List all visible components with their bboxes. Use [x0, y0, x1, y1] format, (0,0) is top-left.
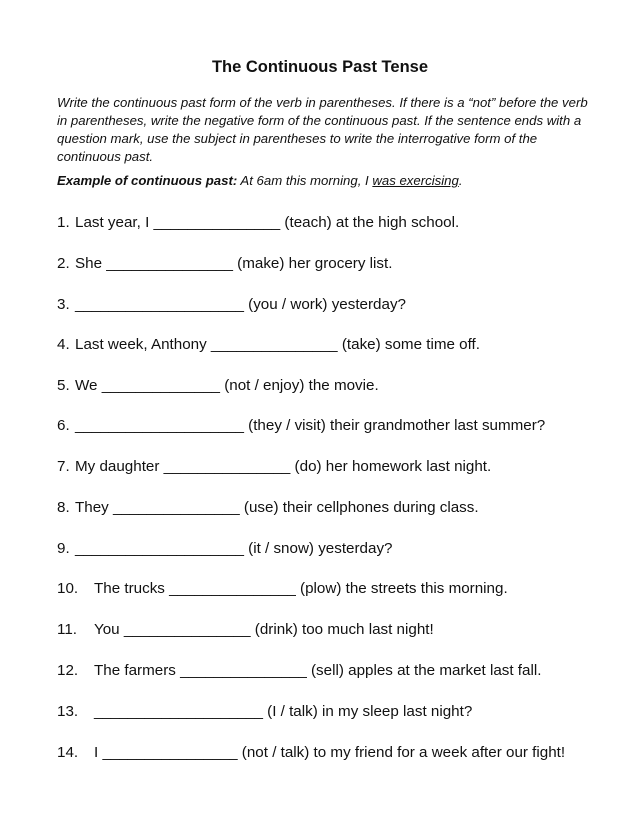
- exercise-number: 10.: [57, 580, 79, 597]
- exercise-text: ____________________ (it / snow) yesterday?: [75, 540, 393, 557]
- example-label: Example of continuous past:: [57, 173, 238, 188]
- exercise-item-1: [57, 213, 459, 233]
- example-suffix: .: [458, 173, 463, 188]
- exercise-item-5: [57, 376, 379, 396]
- exercise-number: 7.: [57, 458, 70, 475]
- exercise-number: 9.: [57, 540, 70, 557]
- exercise-number: 4.: [57, 336, 70, 353]
- exercise-text: The trucks _______________ (plow) the streets this morning.: [94, 580, 508, 597]
- exercise-item-10: [57, 579, 508, 599]
- exercise-item-9: [57, 539, 392, 559]
- exercise-text: The farmers _______________ (sell) apples at the market last fall.: [94, 662, 542, 679]
- example-answer: was exercising: [372, 173, 459, 188]
- exercise-number: 5.: [57, 377, 70, 394]
- exercise-number: 12.: [57, 662, 79, 679]
- example-prefix: At 6am this morning, I: [237, 173, 373, 188]
- exercise-item-8: [57, 498, 479, 518]
- exercise-text: Last week, Anthony _______________ (take) some time off.: [75, 336, 480, 353]
- exercise-text: We ______________ (not / enjoy) the movie.: [75, 377, 379, 394]
- exercise-item-6: [57, 416, 545, 436]
- exercise-text: She _______________ (make) her grocery list.: [75, 255, 393, 272]
- exercise-number: 13.: [57, 703, 79, 720]
- worksheet-title: The Continuous Past Tense: [211, 58, 429, 76]
- exercise-text: ____________________ (they / visit) their grandmother last summer?: [75, 417, 546, 434]
- exercise-item-14: [57, 743, 565, 763]
- exercise-item-11: [57, 620, 434, 640]
- exercise-text: You _______________ (drink) too much last night!: [94, 621, 434, 638]
- exercise-text: My daughter _______________ (do) her homework last night.: [75, 458, 492, 475]
- exercise-text: I ________________ (not / talk) to my friend for a week after our fight!: [94, 744, 566, 761]
- exercise-text: Last year, I _______________ (teach) at the high school.: [75, 214, 460, 231]
- exercise-item-2: [57, 254, 392, 274]
- exercise-item-12: [57, 661, 541, 681]
- exercise-text: They _______________ (use) their cellphones during class.: [75, 499, 479, 516]
- exercise-number: 14.: [57, 744, 79, 761]
- exercise-number: 2.: [57, 255, 70, 272]
- exercise-number: 6.: [57, 417, 70, 434]
- exercise-item-4: [57, 335, 480, 355]
- exercise-number: 3.: [57, 296, 70, 313]
- exercise-item-13: [57, 702, 472, 722]
- exercise-number: 11.: [57, 621, 77, 638]
- exercise-number: 1.: [57, 214, 70, 231]
- example-sentence: [57, 172, 597, 190]
- exercise-number: 8.: [57, 499, 70, 516]
- exercise-text: ____________________ (I / talk) in my sleep last night?: [94, 703, 473, 720]
- exercise-item-3: [57, 295, 406, 315]
- instructions-paragraph: Write the continuous past form of the verb in parentheses. If there is a “not” before the verb in parentheses, write the negative form of the continuous past. If the sentence ends with a question mark, use the subject in parentheses to write the interrogative form of the continuous past.: [57, 95, 588, 164]
- exercise-text: ____________________ (you / work) yesterday?: [75, 296, 406, 313]
- exercise-item-7: [57, 457, 491, 477]
